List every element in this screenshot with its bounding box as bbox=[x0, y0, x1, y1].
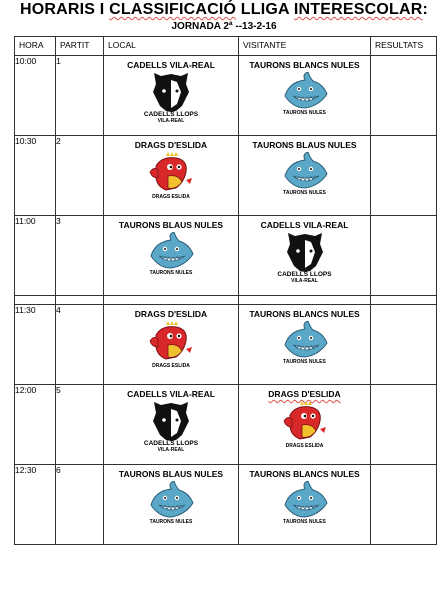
logo-caption: TAURONS NULES bbox=[149, 270, 193, 276]
cell-partit: 2 bbox=[56, 136, 104, 216]
shark-logo-icon bbox=[281, 481, 329, 519]
header-row bbox=[15, 37, 437, 56]
logo-caption-small: VILA-REAL bbox=[157, 447, 185, 453]
team-name: DRAGS D'ESLIDA bbox=[134, 140, 208, 150]
logo-caption: TAURONS NULES bbox=[283, 190, 326, 196]
cell-partit: 4 bbox=[56, 305, 104, 385]
title-part: INTERESCOLAR bbox=[293, 1, 423, 18]
page-subtitle: JORNADA 2ª --13-2-16 bbox=[171, 21, 277, 32]
cell-partit: 3 bbox=[56, 216, 104, 296]
logo-caption: TAURONS NULES bbox=[283, 519, 326, 525]
shark-logo-icon bbox=[147, 232, 195, 270]
wolf-logo-icon bbox=[148, 401, 194, 441]
cell-hora: 12:30 bbox=[15, 465, 56, 545]
cell-resultats bbox=[371, 465, 437, 545]
title-part: LLIGA bbox=[236, 1, 294, 18]
dragon-logo-icon bbox=[282, 401, 328, 443]
logo-caption: TAURONS NULES bbox=[149, 519, 193, 525]
cell-visitante bbox=[239, 385, 371, 465]
logo-caption: DRAGS ESLIDA bbox=[152, 363, 190, 369]
header-hora: HORA bbox=[15, 37, 56, 56]
dragon-logo-icon bbox=[148, 152, 194, 194]
header-resultats: RESULTATS bbox=[371, 37, 437, 56]
shark-logo-icon bbox=[281, 152, 329, 190]
table-row bbox=[15, 305, 437, 385]
cell-visitante bbox=[239, 216, 371, 296]
team-name: TAURONS BLANCS NULES bbox=[249, 309, 360, 319]
table-row bbox=[15, 385, 437, 465]
cell-partit: 6 bbox=[56, 465, 104, 545]
logo-caption: DRAGS ESLIDA bbox=[152, 194, 190, 200]
cell-local bbox=[104, 465, 239, 545]
cell-hora: 10:00 bbox=[15, 56, 56, 136]
team-name: CADELLS VILA-REAL bbox=[260, 220, 349, 230]
header-local: LOCAL bbox=[104, 37, 239, 56]
logo-caption: TAURONS NULES bbox=[283, 359, 326, 365]
cell-visitante bbox=[239, 465, 371, 545]
wolf-logo-icon bbox=[282, 232, 328, 272]
team-name: DRAGS D'ESLIDA bbox=[134, 309, 208, 319]
logo-caption: CADELLS LLOPS bbox=[143, 440, 199, 447]
team-name: TAURONS BLANCS NULES bbox=[249, 469, 360, 479]
table-row bbox=[15, 136, 437, 216]
cell-local bbox=[104, 305, 239, 385]
cell-visitante bbox=[239, 56, 371, 136]
logo-caption: DRAGS ESLIDA bbox=[285, 443, 324, 449]
wolf-logo-icon bbox=[148, 72, 194, 112]
cell-local bbox=[104, 136, 239, 216]
cell-visitante bbox=[239, 305, 371, 385]
logo-caption: CADELLS LLOPS bbox=[277, 271, 332, 278]
shark-logo-icon bbox=[281, 72, 329, 110]
team-name: TAURONS BLAUS NULES bbox=[118, 220, 224, 230]
title-part: HORARIS I bbox=[19, 1, 110, 18]
team-name: TAURONS BLAUS NULES bbox=[252, 140, 357, 150]
cell-resultats bbox=[371, 56, 437, 136]
logo-caption: TAURONS NULES bbox=[283, 110, 326, 116]
team-name: DRAGS D'ESLIDA bbox=[268, 389, 341, 399]
header-partit: PARTIT bbox=[56, 37, 104, 56]
table-row bbox=[15, 56, 437, 136]
dragon-logo-icon bbox=[148, 321, 194, 363]
logo-caption: CADELLS LLOPS bbox=[143, 111, 199, 118]
team-name: TAURONS BLAUS NULES bbox=[118, 469, 224, 479]
cell-resultats bbox=[371, 305, 437, 385]
team-name: CADELLS VILA-REAL bbox=[127, 389, 215, 399]
logo-caption-small: VILA-REAL bbox=[157, 118, 185, 124]
team-name: CADELLS VILA-REAL bbox=[127, 60, 215, 70]
cell-resultats bbox=[371, 385, 437, 465]
header-visitante: VISITANTE bbox=[239, 37, 371, 56]
title-part: CLASSIFICACIÓ bbox=[109, 1, 237, 18]
cell-hora: 11:00 bbox=[15, 216, 56, 296]
shark-logo-icon bbox=[147, 481, 195, 519]
cell-hora: 11:30 bbox=[15, 305, 56, 385]
cell-resultats bbox=[371, 136, 437, 216]
spacer-row bbox=[15, 296, 437, 305]
cell-visitante bbox=[239, 136, 371, 216]
logo-caption-small: VILA-REAL bbox=[291, 278, 318, 284]
cell-local bbox=[104, 56, 239, 136]
page-title bbox=[0, 0, 448, 19]
cell-partit: 5 bbox=[56, 385, 104, 465]
cell-hora: 10:30 bbox=[15, 136, 56, 216]
cell-resultats bbox=[371, 216, 437, 296]
table-row bbox=[15, 216, 437, 296]
team-name: TAURONS BLANCS NULES bbox=[249, 60, 360, 70]
cell-partit: 1 bbox=[56, 56, 104, 136]
title-part: : bbox=[422, 1, 429, 18]
shark-logo-icon bbox=[281, 321, 329, 359]
table-row bbox=[15, 465, 437, 545]
cell-local bbox=[104, 385, 239, 465]
cell-hora: 12:00 bbox=[15, 385, 56, 465]
cell-local bbox=[104, 216, 239, 296]
schedule-table bbox=[14, 36, 437, 545]
